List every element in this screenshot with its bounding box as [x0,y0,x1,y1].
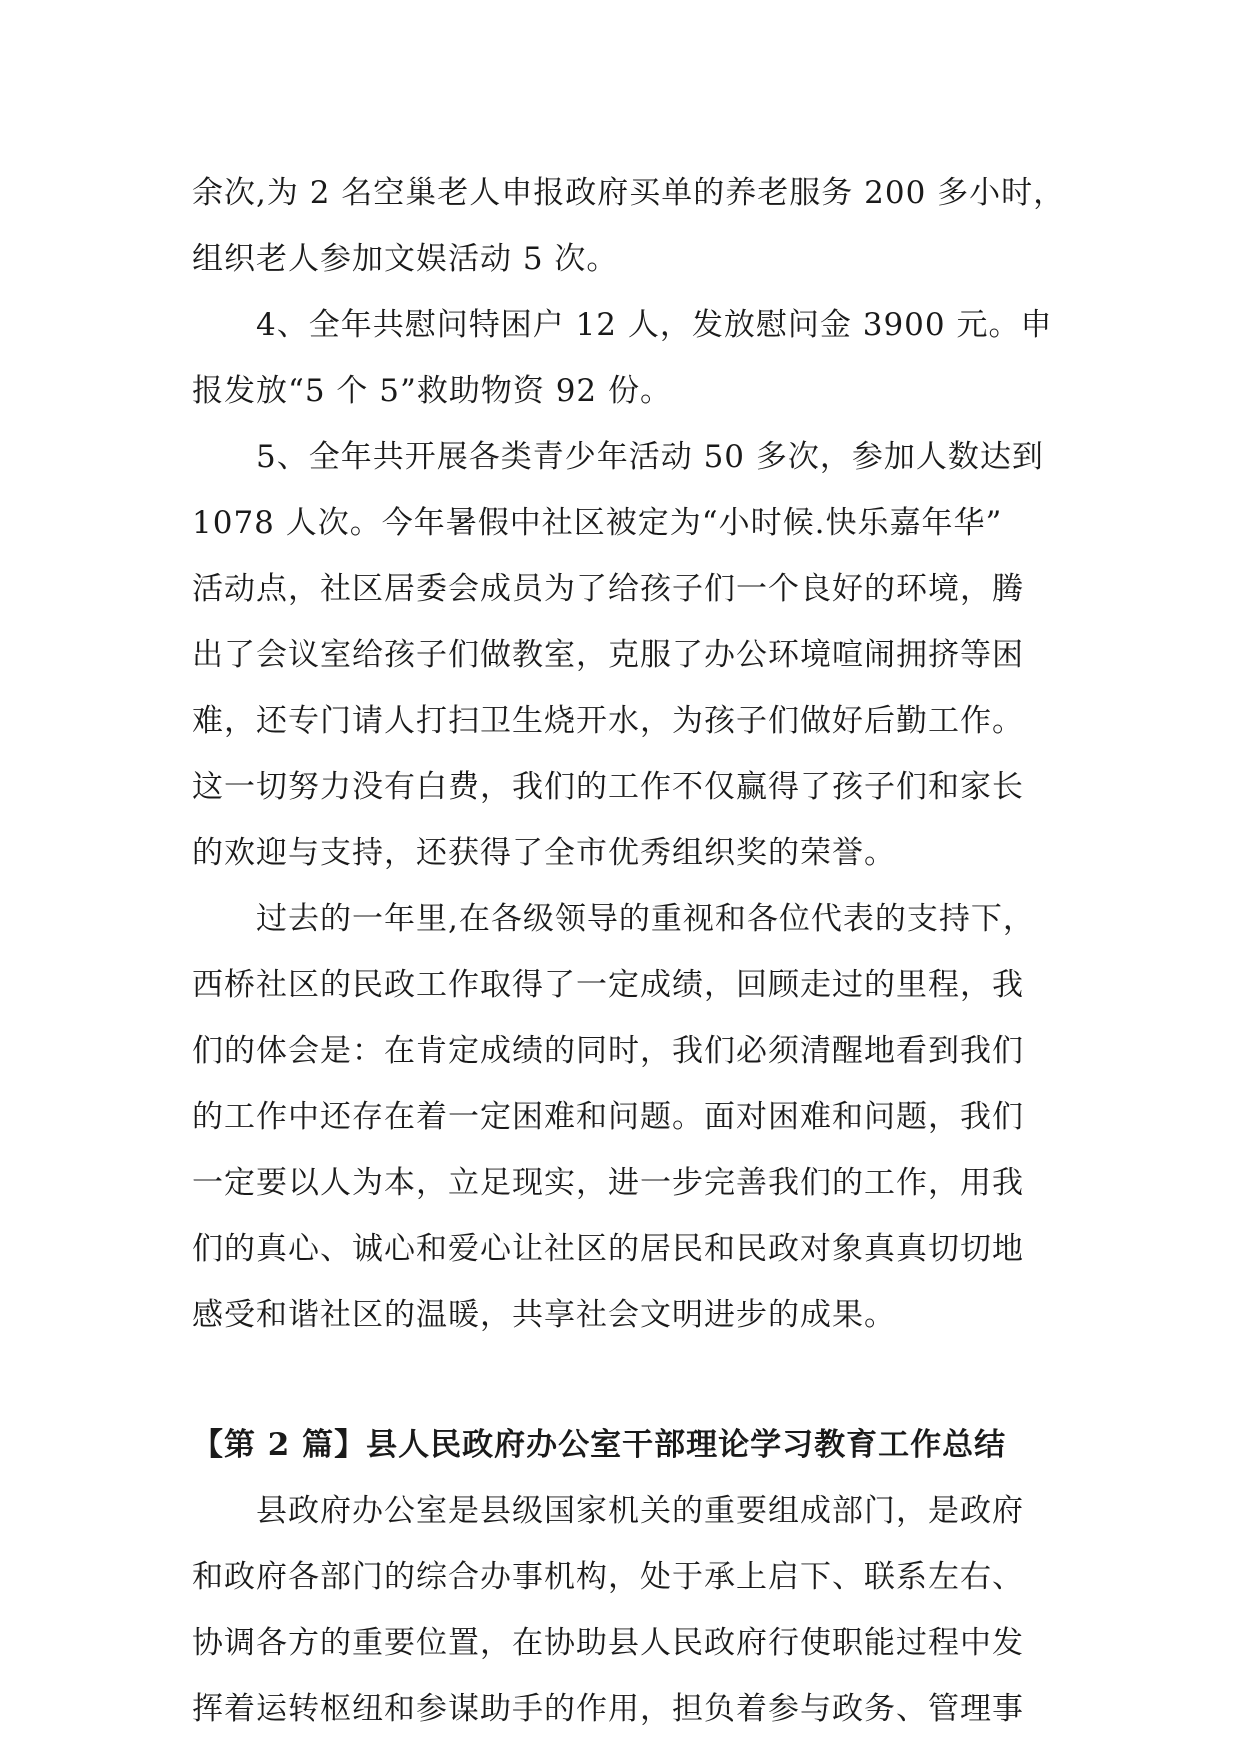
text-line: 活动点，社区居委会成员为了给孩子们一个良好的环境，腾 [192,571,1024,607]
text-line: 余次,为 2 名空巢老人申报政府买单的养老服务 200 多小时， [192,175,1066,211]
section-spacer [192,1348,1072,1412]
text-line: 的欢迎与支持，还获得了全市优秀组织奖的荣誉。 [192,835,896,871]
paragraph-item-4 [192,292,1072,424]
text-line: 和政府各部门的综合办事机构，处于承上启下、联系左右、 [192,1559,1024,1595]
paragraph-county-office [192,1478,1072,1742]
text-line: 县政府办公室是县级国家机关的重要组成部门，是政府 [256,1493,1024,1529]
text-line: 报发放“5 个 5”救助物资 92 份。 [192,373,673,409]
text-line: 1078 人次。今年暑假中社区被定为“小时候.快乐嘉年华” [192,505,1003,541]
paragraph-summary [192,886,1072,1348]
text-line: 协调各方的重要位置，在协助县人民政府行使职能过程中发 [192,1625,1024,1661]
text-line: 的工作中还存在着一定困难和问题。面对困难和问题，我们 [192,1099,1024,1135]
paragraph-elderly-services [192,160,1072,292]
text-line: 出了会议室给孩子们做教室，克服了办公环境喧闹拥挤等困 [192,637,1024,673]
text-line: 过去的一年里,在各级领导的重视和各位代表的支持下， [256,901,1035,937]
text-line: 挥着运转枢纽和参谋助手的作用，担负着参与政务、管理事 [192,1691,1024,1727]
document-page [192,160,1072,1742]
text-line: 这一切努力没有白费，我们的工作不仅赢得了孩子们和家长 [192,769,1024,805]
text-line: 难，还专门请人打扫卫生烧开水，为孩子们做好后勤工作。 [192,703,1024,739]
text-line: 5、全年共开展各类青少年活动 50 多次，参加人数达到 [256,439,1044,475]
paragraph-item-5 [192,424,1072,886]
text-line: 感受和谐社区的温暖，共享社会文明进步的成果。 [192,1297,896,1333]
text-line: 们的真心、诚心和爱心让社区的居民和民政对象真真切切地 [192,1231,1024,1267]
text-line: 一定要以人为本，立足现实，进一步完善我们的工作，用我 [192,1165,1024,1201]
text-line: 组织老人参加文娱活动 5 次。 [192,241,619,277]
text-line: 们的体会是：在肯定成绩的同时，我们必须清醒地看到我们 [192,1033,1024,1069]
text-line: 西桥社区的民政工作取得了一定成绩，回顾走过的里程，我 [192,967,1024,1003]
text-line: 4、全年共慰问特困户 12 人，发放慰问金 3900 元。申 [256,307,1053,343]
section-heading: 【第 2 篇】县人民政府办公室干部理论学习教育工作总结 [192,1427,1007,1463]
